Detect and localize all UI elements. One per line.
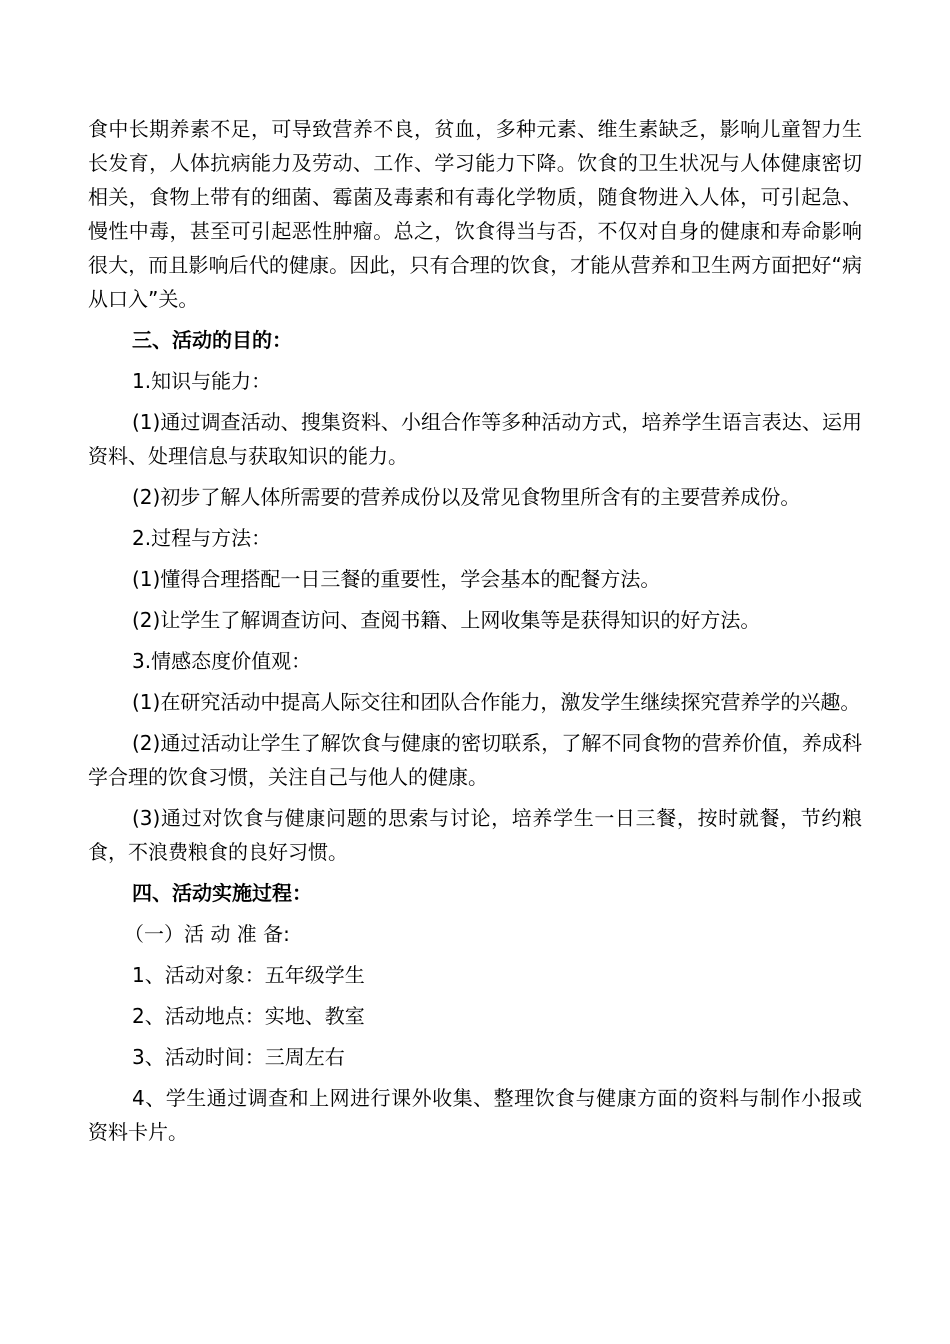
goal-item-3-3: (3)通过对饮食与健康问题的思索与讨论，培养学生一日三餐，按时就餐，节约粮食，不浪费粮食的良好习惯。 (88, 806, 862, 864)
subsection-emotion-values: 3.情感态度价值观： (132, 649, 312, 673)
activity-duration: 3、活动时间：三周左右 (132, 1045, 345, 1069)
goal-item-1-2: (2)初步了解人体所需要的营养成份以及常见食物里所含有的主要营养成份。 (132, 485, 801, 509)
goal-item-3-2: (2)通过活动让学生了解饮食与健康的密切联系，了解不同食物的营养价值，养成科学合理的饮食习惯，关注自己与他人的健康。 (88, 731, 862, 789)
section-3-heading: 三、活动的目的： (132, 328, 292, 352)
subsection-knowledge-ability: 1.知识与能力： (132, 369, 272, 393)
goal-item-2-2: (2)让学生了解调查访问、查阅书籍、上网收集等是获得知识的好方法。 (132, 608, 761, 632)
goal-item-3-1: (1)在研究活动中提高人际交往和团队合作能力，激发学生继续探究营养学的兴趣。 (132, 690, 861, 714)
goal-item-2-1: (1)懂得合理搭配一日三餐的重要性，学会基本的配餐方法。 (132, 567, 661, 591)
subsection-process-method: 2.过程与方法： (132, 526, 272, 550)
activity-location: 2、活动地点：实地、教室 (132, 1004, 365, 1028)
document-page (88, 112, 862, 1149)
activity-preparation-heading: （一）活 动 准 备: (124, 922, 290, 946)
activity-preparation-item-4: 4、学生通过调查和上网进行课外收集、整理饮食与健康方面的资料与制作小报或资料卡片。 (88, 1086, 862, 1144)
section-4-heading: 四、活动实施过程： (132, 881, 312, 905)
intro-paragraph: 食中长期养素不足，可导致营养不良，贫血，多种元素、维生素缺乏，影响儿童智力生长发育，人体抗病能力及劳动、工作、学习能力下降。饮食的卫生状况与人体健康密切相关，食物上带有的细菌、霉菌及毒素和有毒化学物质，随食物进入人体，可引起急、慢性中毒，甚至可引起恶性肿瘤。总之，饮食得当与否，不仅对自身的健康和寿命影响很大，而且影响后代的健康。因此，只有合理的饮食，才能从营养和卫生两方面把好“病从口入”关。 (88, 117, 862, 311)
goal-item-1-1: (1)通过调查活动、搜集资料、小组合作等多种活动方式，培养学生语言表达、运用资料、处理信息与获取知识的能力。 (88, 410, 862, 468)
activity-target: 1、活动对象：五年级学生 (132, 963, 365, 987)
